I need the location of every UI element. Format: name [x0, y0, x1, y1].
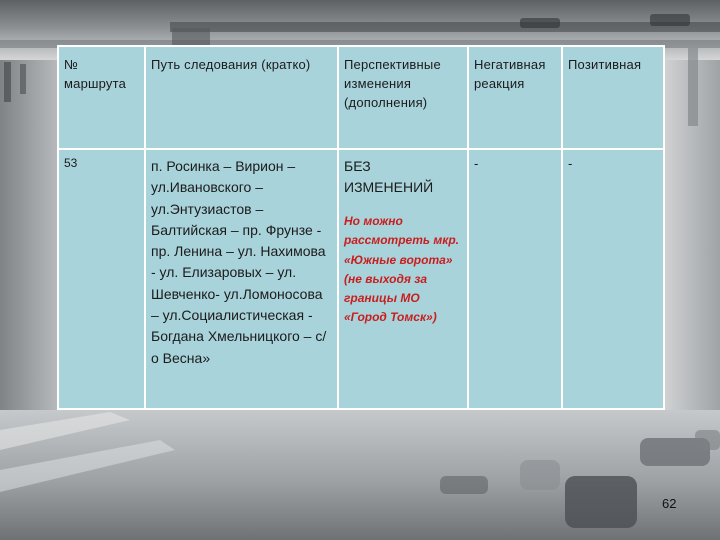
table-row	[58, 149, 664, 409]
no-changes-text: БЕЗ ИЗМЕНЕНИЙ	[344, 158, 434, 195]
header-route-number: № маршрута	[58, 46, 145, 149]
header-path: Путь следования (кратко)	[145, 46, 338, 149]
cell-changes	[338, 149, 468, 409]
pedestrian-shape	[4, 62, 11, 102]
car-shape-top	[520, 18, 560, 28]
car-shape	[440, 476, 488, 494]
header-negative-reaction: Негативная реакция	[468, 46, 562, 149]
header-positive-reaction: Позитивная	[562, 46, 664, 149]
table-header	[58, 46, 664, 149]
cell-positive-reaction: -	[562, 149, 664, 409]
routes-table	[57, 45, 665, 410]
pedestrian-shape	[20, 64, 26, 94]
overpass-shape	[170, 22, 720, 32]
cell-route-number: 53	[58, 149, 145, 409]
car-shape	[520, 460, 560, 490]
car-shape	[695, 430, 720, 450]
page-number: 62	[662, 496, 677, 511]
header-changes: Перспективные изменения (дополнения)	[338, 46, 468, 149]
table-header-row	[58, 46, 664, 149]
car-shape-top-right	[650, 14, 690, 26]
cell-negative-reaction: -	[468, 149, 562, 409]
road-marking-shape	[0, 412, 130, 450]
car-shape	[565, 476, 637, 528]
road-marking-shape	[0, 440, 175, 492]
proposal-note: Но можно рассмотреть мкр. «Южные ворота» (не выходя за границы МО «Город Томск»)	[344, 214, 459, 325]
pillar-shape	[688, 48, 698, 126]
cell-path: п. Росинка – Вирион – ул.Ивановского – ул.Энтузиастов – Балтийская – пр. Фрунзе - пр. Ленина – ул. Нахимова - ул. Елизаровых – ул. Шевченко- ул.Ломоносова – ул.Социалистическая - Богдана Хмельницкого – с/о Весна»	[145, 149, 338, 409]
